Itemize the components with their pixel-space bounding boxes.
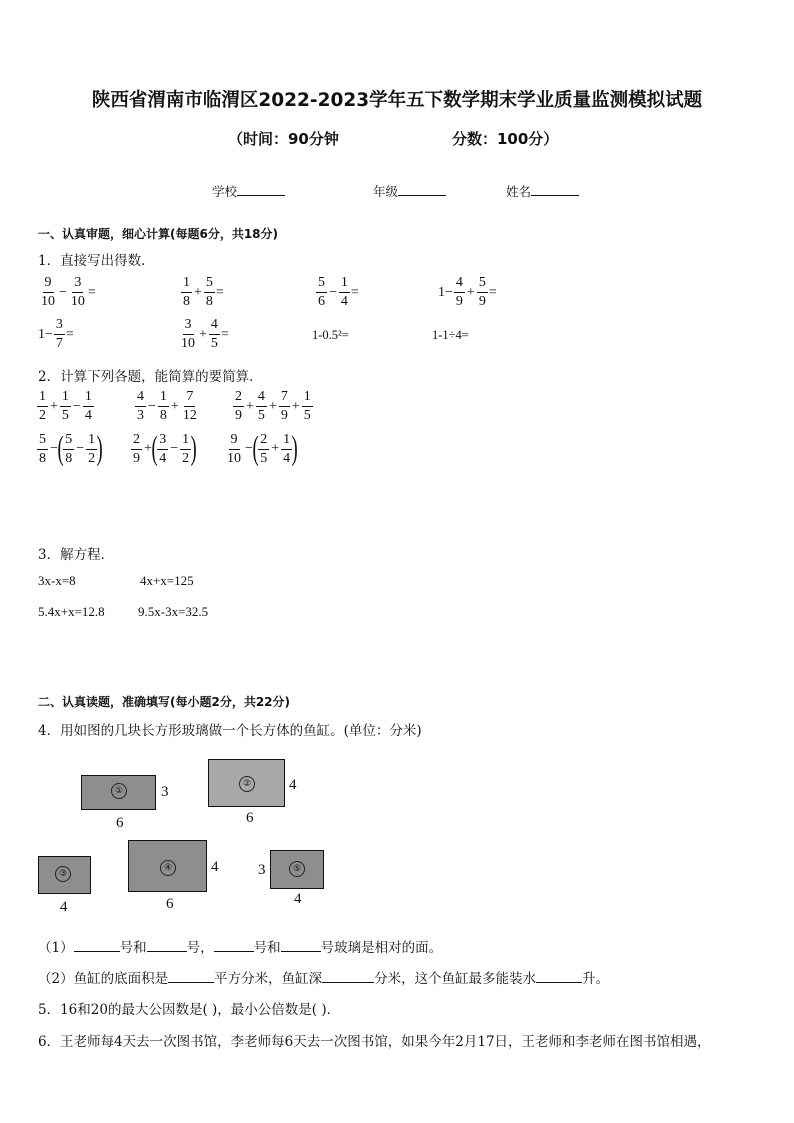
answer-blank[interactable] [147, 939, 187, 952]
q1-expr-2: $\frac{1}{8}$ + $\frac{5}{8}$ = [183, 275, 224, 309]
answer-blank[interactable] [168, 970, 214, 983]
fraction: $\frac{9}{10}$ [41, 275, 55, 309]
piece-1-height: 3 [161, 784, 169, 800]
q2-expr-3: $\frac{2}{9}$ + $\frac{4}{5}$ + $\frac{7}{9}$ + $\frac{1}{5}$ [235, 389, 311, 423]
grade-field [373, 182, 446, 200]
school-blank[interactable] [237, 183, 285, 196]
q1-expr-4: 1− $\frac{4}{9}$ + $\frac{5}{9}$ = [438, 275, 497, 309]
name-label: 姓名 [506, 184, 532, 199]
q1-expr-7: 1-0.5²= [312, 328, 349, 342]
piece-number-5: ⑤ [289, 861, 305, 877]
q3-label: 3．解方程． [38, 547, 115, 563]
fraction: $\frac{3}{10}$ [70, 275, 85, 309]
q1-expr-1: $\frac{9}{10}$ − $\frac{3}{10}$ = [41, 275, 96, 309]
q6: 6．王老师每4天去一次图书馆，李老师每6天去一次图书馆，如果今年2月17日，王老师和李老师在图书馆相遇， [38, 1034, 711, 1050]
q1-label: 1．直接写出得数． [38, 253, 155, 269]
q2-expr-4: $\frac{5}{8}$ − ( $\frac{5}{8}$ − $\frac{1}{2}$ ) [39, 430, 103, 467]
q4-sub-2: （2）鱼缸的底面积是 平方分米，鱼缸深 分米，这个鱼缸最多能装水 升。 [38, 971, 610, 987]
q2-expr-5: $\frac{2}{9}$ + ( $\frac{3}{4}$ − $\frac{1}{2}$ ) [133, 430, 197, 467]
q2-expr-2: $\frac{4}{3}$ − $\frac{1}{8}$ + $\frac{7}{12}$ [137, 389, 197, 423]
q1-expr-5: 1− $\frac{3}{7}$ = [38, 317, 74, 351]
q2-expr-6: $\frac{9}{10}$ − ( $\frac{2}{5}$ + $\frac{1}{4}$ ) [227, 430, 298, 467]
page-title: 陕西省渭南市临渭区2022-2023学年五下数学期末学业质量监测模拟试题 [91, 90, 703, 111]
equation-3: 5.4x+x=12.8 [38, 604, 105, 619]
answer-blank[interactable] [281, 939, 321, 952]
piece-2-width: 6 [246, 810, 254, 826]
exam-time: （时间：90分钟 [228, 130, 339, 148]
piece-4-height: 4 [211, 859, 219, 875]
q4-label: 4．用如图的几块长方形玻璃做一个长方体的鱼缸。(单位：分米) [38, 723, 422, 739]
name-field [506, 182, 579, 200]
answer-blank[interactable] [214, 939, 254, 952]
q1-expr-3: $\frac{5}{6}$ − $\frac{1}{4}$ = [318, 275, 359, 309]
section-2-title: 二、认真读题，准确填写(每小题2分，共22分) [38, 695, 291, 709]
piece-1-width: 6 [116, 815, 124, 831]
section-1-title: 一、认真审题，细心计算(每题6分，共18分) [38, 227, 279, 241]
piece-number-3: ③ [55, 866, 71, 882]
piece-4-width: 6 [166, 896, 174, 912]
q2-expr-1: $\frac{1}{2}$ + $\frac{1}{5}$ − $\frac{1}{4}$ [39, 389, 92, 423]
equation-4: 9.5x-3x=32.5 [138, 604, 209, 619]
piece-number-2: ② [239, 776, 255, 792]
answer-blank[interactable] [536, 970, 582, 983]
grade-blank[interactable] [398, 183, 446, 196]
piece-2-height: 4 [289, 777, 297, 793]
piece-5-width: 4 [294, 891, 302, 907]
piece-number-1: ① [111, 783, 127, 799]
q5: 5．16和20的最大公因数是( )，最小公倍数是( )． [38, 1002, 341, 1018]
exam-score: 分数：100分） [452, 130, 559, 148]
school-label: 学校 [212, 184, 238, 199]
answer-blank[interactable] [322, 970, 374, 983]
equation-2: 4x+x=125 [140, 573, 194, 588]
equation-1: 3x-x=8 [38, 573, 76, 588]
piece-5-height: 3 [258, 862, 266, 878]
q2-label: 2．计算下列各题，能简算的要简算． [38, 369, 263, 385]
q1-expr-6: $\frac{3}{10}$ + $\frac{4}{5}$ = [181, 317, 229, 351]
school-field [212, 182, 285, 200]
answer-blank[interactable] [74, 939, 120, 952]
name-blank[interactable] [531, 183, 579, 196]
grade-label: 年级 [373, 184, 399, 199]
piece-3-width: 4 [60, 899, 68, 915]
piece-number-4: ④ [160, 860, 176, 876]
q1-expr-8: 1-1÷4= [432, 328, 469, 342]
q4-sub-1: （1） 号和 号， 号和 号玻璃是相对的面。 [38, 940, 443, 956]
